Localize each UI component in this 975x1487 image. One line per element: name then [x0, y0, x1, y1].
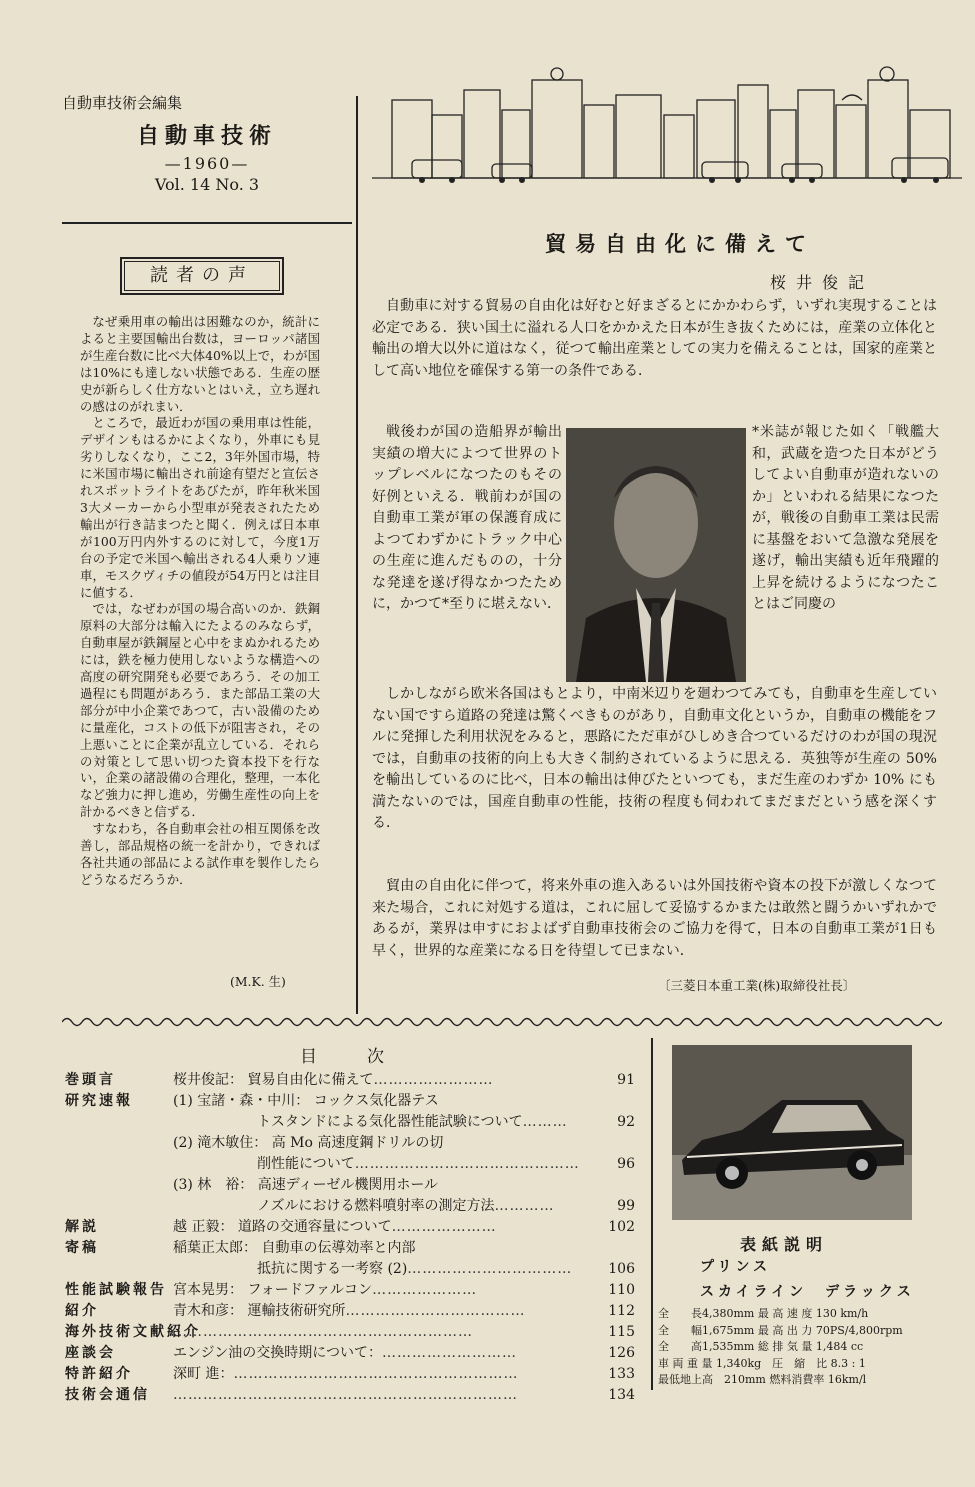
toc-row: [65, 1154, 635, 1175]
table-of-contents: [65, 1070, 635, 1406]
article-paragraph-1: 自動車に対する貿易の自由化は好むと好まざるとにかかわらず，いずれ実現することは必定である．狭い国土に溢れる人口をかかえた日本が生き抜くためには，産業の立体化と輸出の増大以外に道はなく，従つて輸出産業としての実力を備えることは，国家的産業として高い地位を確保する第一の条件である．: [372, 298, 937, 379]
toc-row: [65, 1301, 635, 1322]
toc-row: [65, 1133, 635, 1154]
toc-leader: …………………: [372, 1282, 478, 1298]
article-left-column: 戦後わが国の造船界が輸出実績の増大によつて世界のトップレベルになつたのもその好例といえる．戦前わが国の自動車工業が軍の保護育成によつてわずかにトラック中心の生産に進んだものの，十分な発達を遂げ得なかつたために，かつて*至りに堪えない．: [372, 424, 562, 612]
toc-row: [65, 1343, 635, 1364]
article-title: 貿易自由化に備えて: [545, 232, 815, 256]
toc-page-number: 134: [608, 1387, 635, 1403]
toc-page-number: 112: [608, 1303, 635, 1319]
toc-leader: ………………………………: [345, 1303, 526, 1319]
spec-line: 全 高1,535mm 総 排 気 量 1,484 cc: [658, 1340, 864, 1353]
toc-category: 性能試験報告: [65, 1282, 167, 1298]
toc-entry: 削性能について: [173, 1156, 355, 1172]
toc-entry: (3) 林 裕： 高速ディーゼル機関用ホール: [173, 1177, 439, 1193]
article-paragraph-3: しかしながら欧米各国はもとより，中南米辺りを廻わつてみても，自動車を生産していない国ですら道路の発達は驚くべきものがあり，自動車文化というか，自動車の機能をフルに発揮した利用状況をみると，悪路にただ車がひしめき合つているだけのわが国の現況では，自動車の技術的向上も大きく制約されているように思える．英独等が生産の 50% を輸出しているのに比べ，日本の輸出は伸びたといつても，まだ生産のわずか 10% にも満たないのでは，国産自動車の性能，技術の程度も伺われてまだまだという感を深くする．: [372, 686, 937, 831]
readers-voice-heading: 読者の声: [120, 257, 284, 295]
toc-page-number: 110: [608, 1282, 635, 1298]
toc-leader: ………: [522, 1114, 568, 1130]
toc-page-number: 96: [617, 1156, 635, 1172]
toc-entry: 青木和彦： 運輸技術研究所: [173, 1303, 346, 1319]
toc-heading: 目次: [300, 1047, 434, 1067]
spec-line: 最低地上高 210mm 燃料消費率 16km/l: [658, 1373, 867, 1386]
article-paragraph-4: 貿由の自由化に伴つて，将来外車の進入あるいは外国技術や資本の投下が激しくなつて来た場合，これに対処する道は，これに屈して妥協するかまたは敢然と闘うかいずれかであるが，業界は申すにおよばず自動車技術会のご協力を得て，日本の自動車工業が1日も早く，世界的な産業になる日を待望して已まない．: [372, 878, 937, 959]
spec-line: 車 両 重 量 1,340kg 圧 縮 比 8.3 : 1: [658, 1356, 866, 1370]
toc-page-number: 133: [608, 1366, 635, 1382]
toc-page-number: 92: [617, 1114, 635, 1130]
author-portrait-photo: [566, 428, 746, 682]
volume-number: Vol. 14 No. 3: [154, 175, 260, 194]
toc-page-number: 102: [608, 1219, 635, 1235]
journal-year: —1960—: [164, 154, 250, 173]
voice-paragraph: すなわち，各自動車会社の相互関係を改善し，部品規格の統一を計かり，できれば各社共通の部品による試作車を製作したらどうなるだろうか．: [80, 821, 320, 887]
car-model: スカイライン デラックス: [700, 1284, 915, 1300]
toc-row: [65, 1112, 635, 1133]
cover-divider: [651, 1038, 653, 1390]
toc-entry: ノズルにおける燃料噴射率の測定方法: [173, 1198, 495, 1214]
toc-entry: (1) 宝諸・森・中川： コックス気化器テス: [173, 1093, 439, 1109]
toc-row: [65, 1217, 635, 1238]
cover-heading: 表紙説明: [740, 1235, 829, 1254]
toc-row: [65, 1385, 635, 1406]
toc-row: [65, 1196, 635, 1217]
toc-category: 研究速報: [65, 1093, 133, 1109]
spec-line: 全 長4,380mm 最 高 速 度 130 km/h: [658, 1307, 869, 1320]
toc-category: 海外技術文献紹介: [65, 1324, 201, 1340]
car-make: プリンス: [700, 1259, 772, 1275]
voice-signature: (M.K. 生): [230, 974, 286, 989]
toc-leader: ………………………: [382, 1345, 518, 1361]
voice-paragraph: では，なぜわが国の場合高いのか．鉄鋼原料の大部分は輸入にたよるのみならず，自動車屋が鉄鋼屋と心中をまぬかれるためには，鉄を極力使用しないような構造への高度の研究開発も必要であろう．その加工過程にも問題があろう．また部品工業の大部分が中小企業であつて，古い設備のために量産化，コストの低下が阻害され，その上悪いことに企業が乱立している．それらの対策として思い切つた資本投下を行ない，企業の諸設備の合理化，整理，一本化など強力に押し進め，労働生産性の向上を計かるべきと信ずる．: [80, 601, 320, 820]
toc-row: [65, 1238, 635, 1259]
toc-leader: ……………………………………………………………: [173, 1387, 518, 1403]
voice-paragraph: ところで，最近わが国の乗用車は性能，デザインもはるかによくなり，外車にも見劣りしなくなり，ここ2，3年外国市場，特に米国市場に輸出され前途有望だと宣伝されスポットライトをあびたが，昨年秋米国3大メーカーから小型車が発表されたため輸出が行き詰まつたと聞く．例えば日本車が100万円内外するのに対して，今度1万台の予定で米国へ輸出される4人乗りソ連車，モスクヴィチの値段が54万円とは注目に値する．: [80, 415, 320, 600]
voice-paragraph: なぜ乗用車の輸出は困難なのか，統計によると主要国輸出台数は，ヨーロッパ諸国が生産台数に比べ大体40%以上で，わが国は10%にも達しない状態である．生産の歴史が新らしく仕方ないとはいえ，立ち遅れの感はのがれまい．: [80, 314, 320, 414]
toc-category: 寄稿: [65, 1240, 99, 1256]
spec-line: 全 幅1,675mm 最 高 出 力 70PS/4,800rpm: [658, 1323, 903, 1337]
toc-row: [65, 1259, 635, 1280]
author-affiliation: 〔三菱日本重工業(株)取締役社長〕: [658, 978, 856, 993]
toc-page-number: 106: [608, 1261, 635, 1277]
toc-entry: 越 正毅： 道路の交通容量について: [173, 1219, 392, 1235]
car-photo: [672, 1045, 912, 1220]
toc-page-number: 91: [617, 1072, 635, 1088]
toc-row: [65, 1091, 635, 1112]
toc-row: [65, 1322, 635, 1343]
toc-category: 巻頭言: [65, 1072, 116, 1088]
toc-leader: …………………………………………………: [233, 1366, 519, 1382]
toc-page-number: 126: [608, 1345, 635, 1361]
toc-leader: ……………………………………………………: [173, 1324, 473, 1340]
toc-leader: ……………………………: [407, 1261, 573, 1277]
toc-entry: 稲葉正太郎： 自動車の伝導効率と内部: [173, 1240, 416, 1256]
toc-page-number: 99: [617, 1198, 635, 1214]
toc-entry: 深町 進：: [173, 1366, 234, 1382]
toc-row: [65, 1070, 635, 1091]
toc-entry: トスタンドによる気化器性能試験について: [173, 1114, 523, 1130]
car-specs: [658, 1306, 903, 1389]
toc-entry: (2) 滝木敏住： 高 Mo 高速度鋼ドリルの切: [173, 1135, 444, 1151]
article-author: 桜井俊記: [770, 273, 875, 292]
journal-title: 自動車技術: [136, 124, 277, 149]
toc-category: 特許紹介: [65, 1366, 133, 1382]
column-divider: [356, 96, 358, 1014]
toc-entry: 桜井俊記： 貿易自由化に備えて: [173, 1072, 374, 1088]
toc-row: [65, 1364, 635, 1385]
toc-entry: エンジン油の交換時期について：: [173, 1345, 383, 1361]
city-skyline-illustration: [372, 60, 962, 195]
toc-category: 座談会: [65, 1345, 116, 1361]
toc-leader: …………: [494, 1198, 555, 1214]
editor-line: 自動車技術会編集: [62, 94, 183, 112]
toc-page-number: 115: [608, 1324, 635, 1340]
toc-row: [65, 1280, 635, 1301]
toc-category: 紹介: [65, 1303, 99, 1319]
masthead-rule: [62, 222, 352, 224]
toc-leader: …………………: [391, 1219, 497, 1235]
toc-entry: 宮本晃男： フォードファルコン: [173, 1282, 373, 1298]
article-right-column: *米誌が報じた如く「戦艦大和，武蔵を造つた日本がどうしてよい自動車が造れないのか」といわれる結果になつたが，戦後の自動車工業は民需に基盤をおいて急激な発展を遂げ，輸出実績も近年飛躍的上昇を続けるようになつたことはご同慶の: [752, 424, 939, 612]
toc-row: [65, 1175, 635, 1196]
toc-entry: 抵抗に関する一考察 (2): [173, 1261, 408, 1277]
toc-leader: ……………………: [373, 1072, 494, 1088]
toc-category: 技術会通信: [65, 1387, 150, 1403]
wavy-divider: [62, 1015, 942, 1029]
readers-voice-body: [80, 314, 320, 889]
toc-category: 解説: [65, 1219, 99, 1235]
masthead: [62, 92, 352, 194]
toc-leader: ………………………………………: [354, 1156, 580, 1172]
